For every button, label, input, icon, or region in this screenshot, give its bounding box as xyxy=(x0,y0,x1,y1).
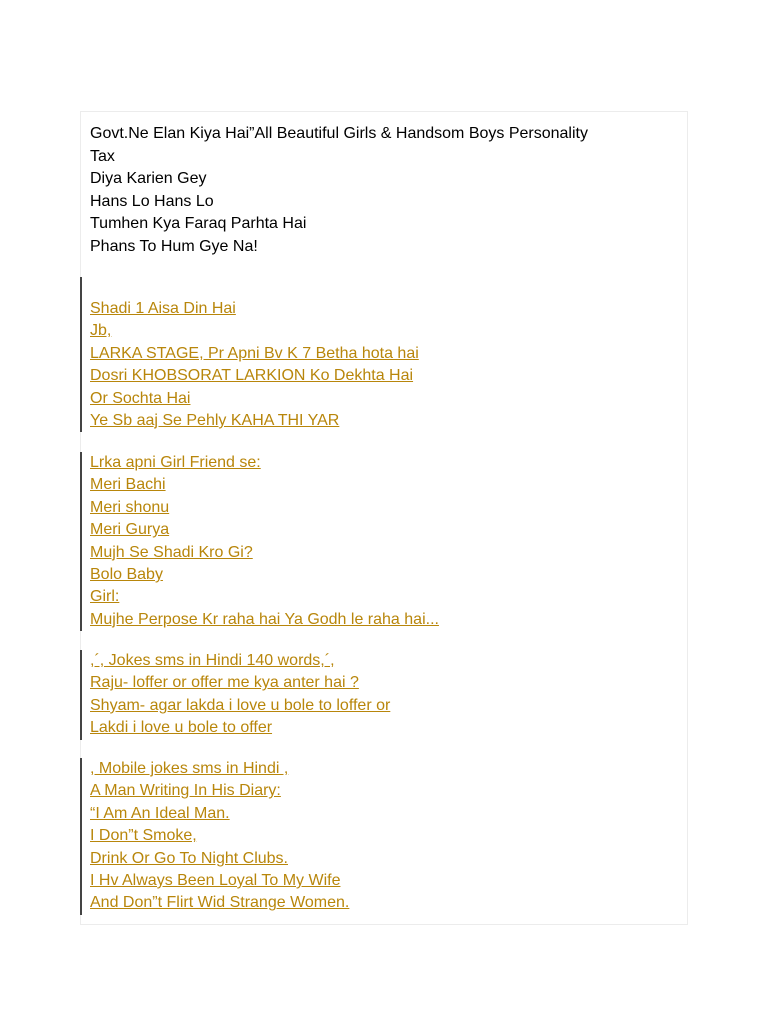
joke-link[interactable]: LARKA STAGE, Pr Apni Bv K 7 Betha hota hai xyxy=(90,344,419,362)
joke-link[interactable]: Shadi 1 Aisa Din Hai xyxy=(90,300,236,317)
joke-link[interactable]: Mujh Se Shadi Kro Gi? xyxy=(90,543,253,561)
joke-link[interactable]: “I Am An Ideal Man. xyxy=(90,804,230,822)
intro-line: Phans To Hum Gye Na! xyxy=(90,237,258,255)
joke-link[interactable]: Meri Gurya xyxy=(90,521,170,539)
joke-block-girlfriend xyxy=(80,452,439,631)
joke-link[interactable]: I Hv Always Been Loyal To My Wife xyxy=(90,872,341,890)
joke-link[interactable]: Or Sochta Hai xyxy=(90,389,191,407)
joke-link[interactable]: Dosri KHOBSORAT LARKION Ko Dekhta Hai xyxy=(90,367,414,385)
joke-link[interactable]: Girl: xyxy=(90,588,120,606)
joke-link[interactable]: Jb, xyxy=(90,322,112,340)
intro-line: Diya Karien Gey xyxy=(90,170,207,188)
joke-link[interactable]: And Don”t Flirt Wid Strange Women. xyxy=(90,894,350,912)
joke-link[interactable]: A Man Writing In His Diary: xyxy=(90,782,281,800)
joke-block-diary xyxy=(80,758,349,915)
joke-link[interactable]: Meri Bachi xyxy=(90,476,166,494)
intro-text xyxy=(90,123,680,259)
joke-link[interactable]: Mujhe Perpose Kr raha hai Ya Godh le raha hai... xyxy=(90,610,439,628)
intro-line: Govt.Ne Elan Kiya Hai”All Beautiful Girls & Handsom Boys Personality xyxy=(90,125,588,142)
joke-block-loffer xyxy=(80,650,390,740)
joke-link[interactable]: Shyam- agar lakda i love u bole to loffer or xyxy=(90,696,391,714)
intro-line: Hans Lo Hans Lo xyxy=(90,192,214,210)
joke-link[interactable]: Bolo Baby xyxy=(90,566,163,584)
joke-link[interactable]: Drink Or Go To Night Clubs. xyxy=(90,849,288,867)
intro-line: Tax xyxy=(90,147,115,165)
joke-link[interactable]: Lakdi i love u bole to offer xyxy=(90,719,273,737)
joke-block-shadi xyxy=(80,277,419,432)
joke-link[interactable]: Raju- loffer or offer me kya anter hai ? xyxy=(90,674,359,692)
joke-link[interactable]: Lrka apni Girl Friend se: xyxy=(90,454,261,471)
joke-link[interactable]: I Don”t Smoke, xyxy=(90,827,197,845)
joke-link[interactable]: Meri shonu xyxy=(90,498,170,516)
joke-link[interactable]: , Mobile jokes sms in Hindi , xyxy=(90,760,289,777)
intro-line: Tumhen Kya Faraq Parhta Hai xyxy=(90,215,307,233)
joke-link[interactable]: Ye Sb aaj Se Pehly KAHA THI YAR xyxy=(90,412,340,430)
joke-link[interactable]: ,´, Jokes sms in Hindi 140 words,´, xyxy=(90,652,335,669)
